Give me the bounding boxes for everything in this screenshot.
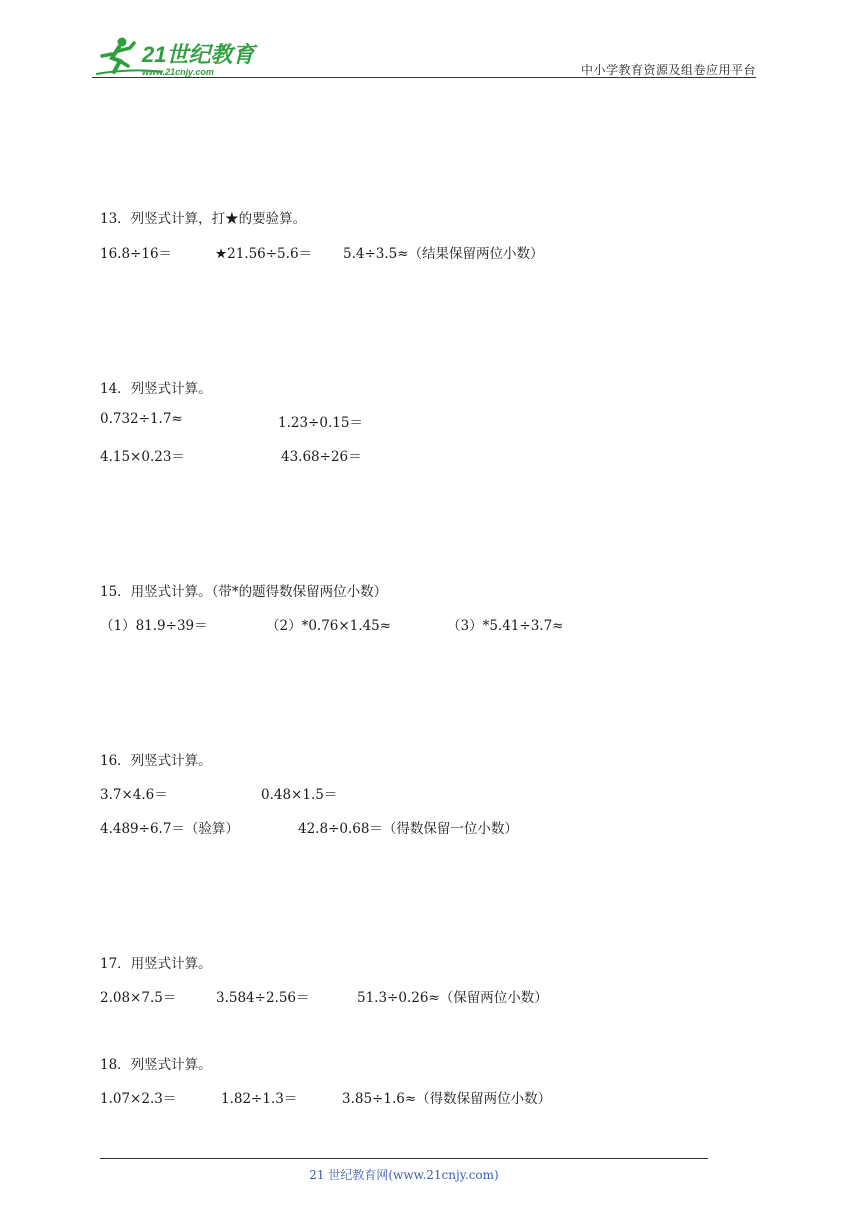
question-17-title: 17．用竖式计算。 (100, 956, 212, 972)
question-17-item-1: 2.08×7.5＝ (100, 990, 177, 1006)
question-18-title: 18．列竖式计算。 (100, 1057, 212, 1073)
question-18-item-2: 1.82÷1.3＝ (221, 1091, 298, 1107)
question-13-item-3: 5.4÷3.5≈（结果保留两位小数） (343, 246, 544, 262)
question-14-title: 14．列竖式计算。 (100, 381, 212, 397)
question-14-item-4: 43.68÷26＝ (281, 449, 362, 465)
header-divider (92, 77, 756, 78)
site-logo (92, 34, 262, 80)
question-14-item-2: 1.23÷0.15＝ (278, 415, 363, 431)
question-15-item-2: （2）*0.76×1.45≈ (266, 618, 392, 634)
question-17-item-3: 51.3÷0.26≈（保留两位小数） (357, 990, 548, 1006)
question-18-item-3: 3.85÷1.6≈（得数保留两位小数） (342, 1091, 552, 1107)
question-16-item-2: 0.48×1.5＝ (261, 787, 338, 803)
question-14-item-1: 0.732÷1.7≈ (100, 411, 183, 427)
question-13-item-2: ★21.56÷5.6＝ (215, 246, 313, 262)
question-13-item-1: 16.8÷16＝ (100, 246, 173, 262)
question-16-item-3: 4.489÷6.7＝（验算） (100, 821, 239, 837)
question-14-item-3: 4.15×0.23＝ (100, 449, 185, 465)
question-13-title: 13．列竖式计算，打★的要验算。 (100, 211, 307, 227)
question-17-item-2: 3.584÷2.56＝ (216, 990, 310, 1006)
footer-divider (100, 1158, 708, 1159)
question-18-item-1: 1.07×2.3＝ (100, 1091, 177, 1107)
question-15-item-1: （1）81.9÷39＝ (100, 618, 208, 634)
question-15-title: 15．用竖式计算。（带*的题得数保留两位小数） (100, 584, 388, 600)
logo-text: 21世纪教育 (142, 42, 255, 67)
question-15-item-3: （3）*5.41÷3.7≈ (447, 618, 564, 634)
question-16-title: 16．列竖式计算。 (100, 753, 212, 769)
logo-url: www.21cnjy.com (142, 67, 214, 77)
question-16-item-4: 42.8÷0.68＝（得数保留一位小数） (298, 821, 518, 837)
header-platform-text: 中小学教育资源及组卷应用平台 (580, 63, 756, 77)
footer-link[interactable]: 21 世纪教育网(www.21cnjy.com) (309, 1168, 499, 1182)
question-16-item-1: 3.7×4.6＝ (100, 787, 168, 803)
